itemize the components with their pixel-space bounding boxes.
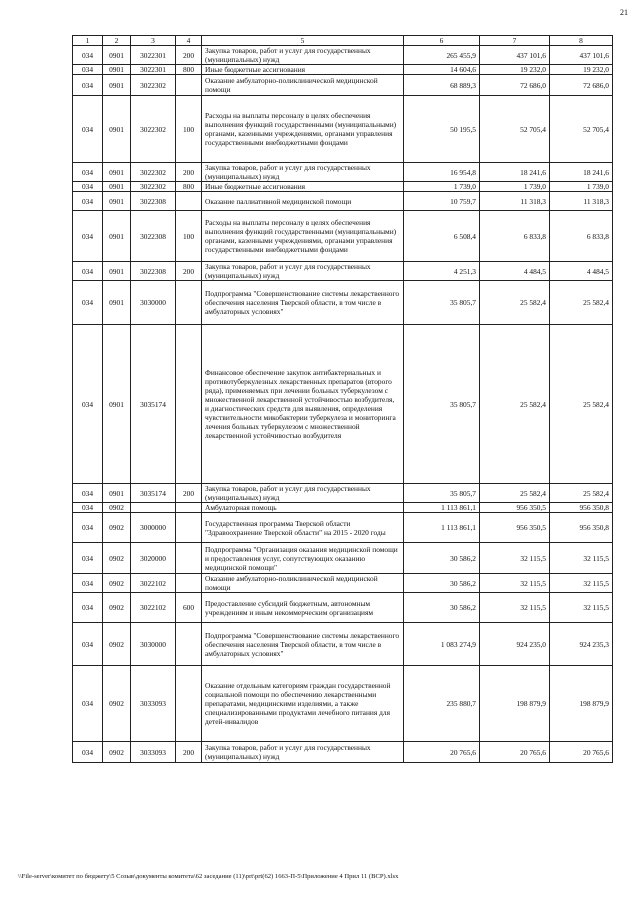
description-cell: Подпрограмма "Организация оказания медицинской помощи и предоставления услуг, сопутствующих оказанию медицинской помощи"	[202, 543, 404, 574]
gov-code-cell: 034	[73, 75, 103, 96]
column-number-header: 5	[202, 36, 404, 46]
amount-col6-cell: 30 586,2	[404, 593, 480, 623]
table-row	[73, 75, 613, 96]
amount-col7-cell: 11 318,3	[480, 192, 550, 211]
expense-type-cell: 100	[176, 96, 202, 163]
description-cell: Подпрограмма "Совершенствование системы лекарственного обеспечения населения Тверской области, в том числе в амбулаторных условиях"	[202, 623, 404, 666]
table-row	[73, 543, 613, 574]
table-row	[73, 325, 613, 484]
budget-table	[72, 35, 613, 763]
description-cell: Оказание амбулаторно-поликлинической медицинской помощи	[202, 574, 404, 593]
amount-col8-cell: 1 739,0	[550, 182, 613, 192]
target-article-cell: 3022301	[131, 46, 176, 65]
amount-col8-cell: 956 350,8	[550, 513, 613, 543]
amount-col8-cell: 6 833,8	[550, 211, 613, 262]
amount-col8-cell: 25 582,4	[550, 325, 613, 484]
description-cell: Закупка товаров, работ и услуг для государственных (муниципальных) нужд	[202, 484, 404, 503]
expense-type-cell: 200	[176, 484, 202, 503]
gov-code-cell: 034	[73, 192, 103, 211]
amount-col6-cell: 20 765,6	[404, 742, 480, 763]
amount-col6-cell: 35 805,7	[404, 484, 480, 503]
gov-code-cell: 034	[73, 96, 103, 163]
expense-type-cell	[176, 281, 202, 325]
description-cell: Закупка товаров, работ и услуг для государственных (муниципальных) нужд	[202, 262, 404, 281]
target-article-cell: 3022302	[131, 75, 176, 96]
gov-code-cell: 034	[73, 742, 103, 763]
table-row	[73, 262, 613, 281]
section-code-cell: 0901	[103, 46, 131, 65]
section-code-cell: 0901	[103, 96, 131, 163]
expense-type-cell: 800	[176, 65, 202, 75]
target-article-cell: 3022302	[131, 163, 176, 182]
amount-col8-cell: 32 115,5	[550, 574, 613, 593]
amount-col7-cell: 25 582,4	[480, 281, 550, 325]
table-row	[73, 96, 613, 163]
column-number-header: 2	[103, 36, 131, 46]
table-row	[73, 484, 613, 503]
amount-col8-cell: 32 115,5	[550, 593, 613, 623]
column-number-header: 8	[550, 36, 613, 46]
amount-col7-cell: 4 484,5	[480, 262, 550, 281]
table-header-row	[73, 36, 613, 46]
amount-col7-cell: 19 232,0	[480, 65, 550, 75]
target-article-cell: 3000000	[131, 513, 176, 543]
amount-col8-cell: 52 705,4	[550, 96, 613, 163]
section-code-cell: 0901	[103, 211, 131, 262]
section-code-cell: 0901	[103, 163, 131, 182]
section-code-cell: 0901	[103, 325, 131, 484]
table-row	[73, 281, 613, 325]
target-article-cell: 3022302	[131, 96, 176, 163]
gov-code-cell: 034	[73, 325, 103, 484]
expense-type-cell	[176, 192, 202, 211]
description-cell: Оказание паллиативной медицинской помощи	[202, 192, 404, 211]
description-cell: Оказание амбулаторно-поликлинической медицинской помощи	[202, 75, 404, 96]
target-article-cell: 3022308	[131, 211, 176, 262]
expense-type-cell	[176, 325, 202, 484]
amount-col7-cell: 25 582,4	[480, 325, 550, 484]
target-article-cell: 3033093	[131, 666, 176, 742]
amount-col6-cell: 1 739,0	[404, 182, 480, 192]
amount-col6-cell: 1 083 274,9	[404, 623, 480, 666]
amount-col8-cell: 4 484,5	[550, 262, 613, 281]
expense-type-cell	[176, 574, 202, 593]
column-number-header: 7	[480, 36, 550, 46]
amount-col6-cell: 14 604,6	[404, 65, 480, 75]
table-row	[73, 574, 613, 593]
description-cell: Иные бюджетные ассигнования	[202, 182, 404, 192]
table-row	[73, 623, 613, 666]
gov-code-cell: 034	[73, 65, 103, 75]
amount-col7-cell: 20 765,6	[480, 742, 550, 763]
amount-col7-cell: 198 879,9	[480, 666, 550, 742]
expense-type-cell: 800	[176, 182, 202, 192]
amount-col6-cell: 16 954,8	[404, 163, 480, 182]
target-article-cell	[131, 503, 176, 513]
description-cell: Расходы на выплаты персоналу в целях обеспечения выполнения функций государственными (муниципальными) органами, казенными учреждениями, органами управления государственными внебюджетными фондами	[202, 211, 404, 262]
column-number-header: 4	[176, 36, 202, 46]
amount-col6-cell: 35 805,7	[404, 281, 480, 325]
amount-col8-cell: 437 101,6	[550, 46, 613, 65]
section-code-cell: 0901	[103, 484, 131, 503]
table-row	[73, 182, 613, 192]
column-number-header: 3	[131, 36, 176, 46]
target-article-cell: 3022102	[131, 574, 176, 593]
amount-col6-cell: 30 586,2	[404, 543, 480, 574]
gov-code-cell: 034	[73, 211, 103, 262]
amount-col7-cell: 437 101,6	[480, 46, 550, 65]
amount-col8-cell: 25 582,4	[550, 281, 613, 325]
table-row	[73, 666, 613, 742]
gov-code-cell: 034	[73, 484, 103, 503]
expense-type-cell	[176, 623, 202, 666]
section-code-cell: 0901	[103, 192, 131, 211]
expense-type-cell	[176, 75, 202, 96]
table-row	[73, 192, 613, 211]
expense-type-cell: 200	[176, 262, 202, 281]
table-row	[73, 211, 613, 262]
expense-type-cell	[176, 543, 202, 574]
table-row	[73, 513, 613, 543]
section-code-cell: 0902	[103, 593, 131, 623]
section-code-cell: 0901	[103, 75, 131, 96]
amount-col8-cell: 72 686,0	[550, 75, 613, 96]
gov-code-cell: 034	[73, 623, 103, 666]
amount-col6-cell: 30 586,2	[404, 574, 480, 593]
section-code-cell: 0902	[103, 666, 131, 742]
amount-col7-cell: 32 115,5	[480, 543, 550, 574]
gov-code-cell: 034	[73, 163, 103, 182]
expense-type-cell: 600	[176, 593, 202, 623]
amount-col6-cell: 1 113 861,1	[404, 503, 480, 513]
target-article-cell: 3022301	[131, 65, 176, 75]
amount-col8-cell: 32 115,5	[550, 543, 613, 574]
description-cell: Государственная программа Тверской области "Здравоохранение Тверской области" на 2015 - 2020 годы	[202, 513, 404, 543]
table-row	[73, 503, 613, 513]
description-cell: Закупка товаров, работ и услуг для государственных (муниципальных) нужд	[202, 46, 404, 65]
amount-col6-cell: 6 508,4	[404, 211, 480, 262]
description-cell: Подпрограмма "Совершенствование системы лекарственного обеспечения населения Тверской области, в том числе в амбулаторных условиях"	[202, 281, 404, 325]
description-cell: Предоставление субсидий бюджетным, автономным учреждениям и иным некоммерческим организациям	[202, 593, 404, 623]
gov-code-cell: 034	[73, 574, 103, 593]
section-code-cell: 0902	[103, 623, 131, 666]
table-row	[73, 163, 613, 182]
amount-col7-cell: 924 235,0	[480, 623, 550, 666]
expense-type-cell: 200	[176, 163, 202, 182]
description-cell: Оказание отдельным категориям граждан государственной социальной помощи по обеспечению лекарственными препаратами, медицинскими изделиями, а также специализированными продуктами лечебного питания для детей-инвалидов	[202, 666, 404, 742]
column-number-header: 6	[404, 36, 480, 46]
expense-type-cell	[176, 503, 202, 513]
gov-code-cell: 034	[73, 513, 103, 543]
amount-col8-cell: 20 765,6	[550, 742, 613, 763]
amount-col6-cell: 35 805,7	[404, 325, 480, 484]
amount-col8-cell: 198 879,9	[550, 666, 613, 742]
amount-col6-cell: 50 195,5	[404, 96, 480, 163]
section-code-cell: 0901	[103, 65, 131, 75]
expense-type-cell	[176, 666, 202, 742]
description-cell: Иные бюджетные ассигнования	[202, 65, 404, 75]
file-path-footer: \\File-server\комитет по бюджету\5 Созыв\документы комитета\62 заседание (11)\prt\prt(62) 1663-П-5\Приложение 4 Прил 11 (ВСР).xlsx	[18, 873, 399, 880]
amount-col7-cell: 32 115,5	[480, 593, 550, 623]
amount-col8-cell: 11 318,3	[550, 192, 613, 211]
amount-col6-cell: 10 759,7	[404, 192, 480, 211]
gov-code-cell: 034	[73, 281, 103, 325]
section-code-cell: 0902	[103, 503, 131, 513]
amount-col8-cell: 18 241,6	[550, 163, 613, 182]
expense-type-cell: 100	[176, 211, 202, 262]
amount-col7-cell: 25 582,4	[480, 484, 550, 503]
target-article-cell: 3030000	[131, 623, 176, 666]
table-row	[73, 593, 613, 623]
amount-col8-cell: 956 350,8	[550, 503, 613, 513]
gov-code-cell: 034	[73, 503, 103, 513]
expense-type-cell: 200	[176, 46, 202, 65]
target-article-cell: 3035174	[131, 325, 176, 484]
description-cell: Финансовое обеспечение закупок антибактериальных и противотуберкулезных лекарственных препаратов (второго ряда), применяемых при лечении больных туберкулезом с множественной лекарственной устойчивостью возбудителя, и диагностических средств для выявления, определения чувствительности микобактерии туберкулеза и мониторинга лечения больных туберкулезом с множественной лекарственной устойчивостью возбудителя	[202, 325, 404, 484]
target-article-cell: 3022302	[131, 182, 176, 192]
expense-type-cell	[176, 513, 202, 543]
amount-col7-cell: 956 350,5	[480, 503, 550, 513]
amount-col7-cell: 956 350,5	[480, 513, 550, 543]
amount-col6-cell: 4 251,3	[404, 262, 480, 281]
amount-col7-cell: 1 739,0	[480, 182, 550, 192]
table-row	[73, 65, 613, 75]
gov-code-cell: 034	[73, 543, 103, 574]
gov-code-cell: 034	[73, 666, 103, 742]
page-number: 21	[620, 8, 628, 17]
amount-col7-cell: 32 115,5	[480, 574, 550, 593]
amount-col7-cell: 52 705,4	[480, 96, 550, 163]
target-article-cell: 3030000	[131, 281, 176, 325]
amount-col6-cell: 1 113 861,1	[404, 513, 480, 543]
amount-col8-cell: 25 582,4	[550, 484, 613, 503]
section-code-cell: 0902	[103, 742, 131, 763]
amount-col6-cell: 68 889,3	[404, 75, 480, 96]
amount-col8-cell: 19 232,0	[550, 65, 613, 75]
target-article-cell: 3035174	[131, 484, 176, 503]
description-cell: Закупка товаров, работ и услуг для государственных (муниципальных) нужд	[202, 163, 404, 182]
amount-col7-cell: 18 241,6	[480, 163, 550, 182]
section-code-cell: 0902	[103, 513, 131, 543]
amount-col7-cell: 6 833,8	[480, 211, 550, 262]
section-code-cell: 0901	[103, 281, 131, 325]
target-article-cell: 3022102	[131, 593, 176, 623]
target-article-cell: 3033093	[131, 742, 176, 763]
section-code-cell: 0901	[103, 262, 131, 281]
expense-type-cell: 200	[176, 742, 202, 763]
target-article-cell: 3022308	[131, 262, 176, 281]
amount-col6-cell: 265 455,9	[404, 46, 480, 65]
gov-code-cell: 034	[73, 593, 103, 623]
description-cell: Закупка товаров, работ и услуг для государственных (муниципальных) нужд	[202, 742, 404, 763]
description-cell: Амбулаторная помощь	[202, 503, 404, 513]
amount-col8-cell: 924 235,3	[550, 623, 613, 666]
amount-col6-cell: 235 880,7	[404, 666, 480, 742]
table-row	[73, 46, 613, 65]
description-cell: Расходы на выплаты персоналу в целях обеспечения выполнения функций государственными (муниципальными) органами, казенными учреждениями, органами управления государственными внебюджетными фондами	[202, 96, 404, 163]
target-article-cell: 3022308	[131, 192, 176, 211]
section-code-cell: 0902	[103, 574, 131, 593]
gov-code-cell: 034	[73, 262, 103, 281]
section-code-cell: 0902	[103, 543, 131, 574]
gov-code-cell: 034	[73, 182, 103, 192]
section-code-cell: 0901	[103, 182, 131, 192]
amount-col7-cell: 72 686,0	[480, 75, 550, 96]
gov-code-cell: 034	[73, 46, 103, 65]
column-number-header: 1	[73, 36, 103, 46]
target-article-cell: 3020000	[131, 543, 176, 574]
table-row	[73, 742, 613, 763]
